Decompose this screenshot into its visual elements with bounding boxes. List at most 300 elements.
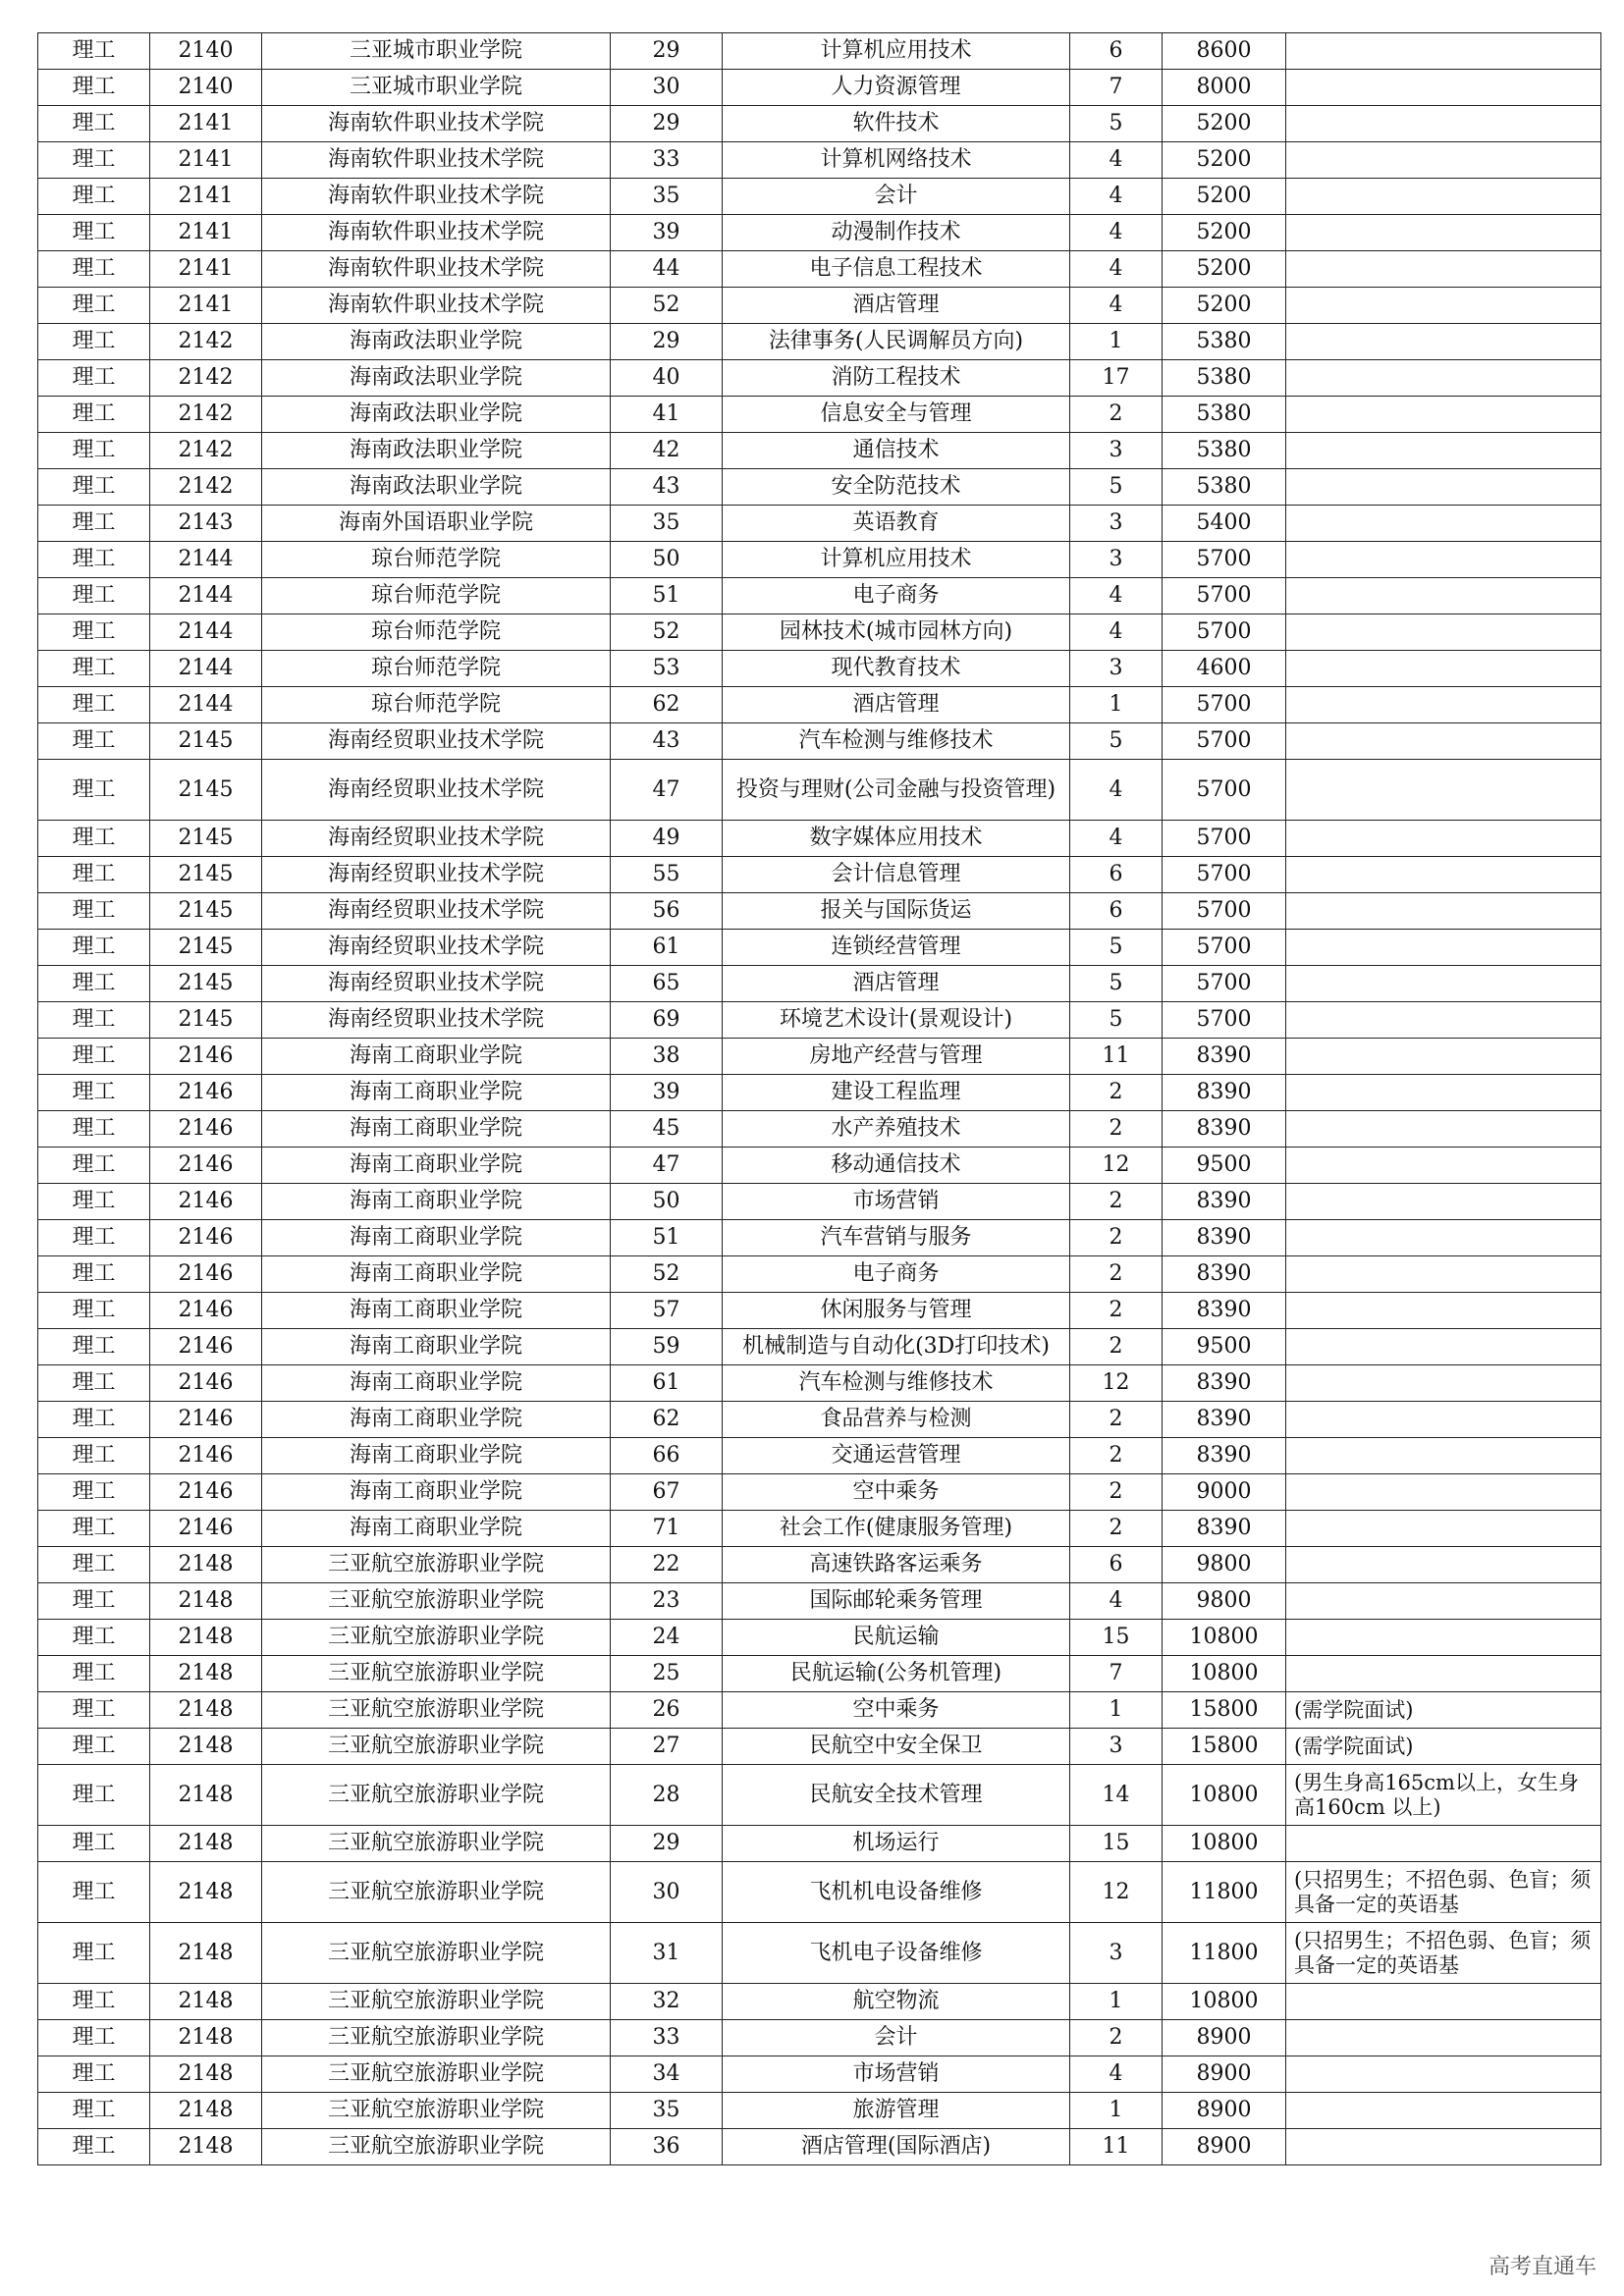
category-cell: 理工 (38, 251, 150, 288)
major-code-cell: 38 (611, 1039, 723, 1075)
major-name-cell: 连锁经营管理 (723, 930, 1070, 966)
school-name-cell: 三亚航空旅游职业学院 (262, 2093, 611, 2129)
major-name-cell: 园林技术(城市园林方向) (723, 614, 1070, 651)
category-cell: 理工 (38, 1984, 150, 2020)
table-row (38, 542, 1601, 578)
note-cell (1286, 469, 1601, 506)
table-row (38, 1474, 1601, 1511)
table-row (38, 1293, 1601, 1329)
plan-count-cell: 2 (1070, 1438, 1163, 1474)
tuition-cell: 5700 (1163, 1002, 1286, 1039)
table-row (38, 1039, 1601, 1075)
note-cell (1286, 1148, 1601, 1184)
major-code-cell: 50 (611, 1184, 723, 1220)
major-name-cell: 报关与国际货运 (723, 893, 1070, 930)
category-cell: 理工 (38, 1329, 150, 1365)
school-code-cell: 2146 (150, 1256, 262, 1293)
note-cell (1286, 433, 1601, 469)
category-cell: 理工 (38, 324, 150, 360)
tuition-cell: 9000 (1163, 1474, 1286, 1511)
tuition-cell: 8390 (1163, 1075, 1286, 1111)
major-code-cell: 44 (611, 251, 723, 288)
note-cell (1286, 857, 1601, 893)
school-code-cell: 2148 (150, 2056, 262, 2093)
school-code-cell: 2148 (150, 1547, 262, 1583)
school-code-cell: 2148 (150, 1620, 262, 1656)
school-code-cell: 2148 (150, 2093, 262, 2129)
category-cell: 理工 (38, 1729, 150, 1765)
school-code-cell: 2145 (150, 893, 262, 930)
major-name-cell: 移动通信技术 (723, 1148, 1070, 1184)
tuition-cell: 8390 (1163, 1402, 1286, 1438)
major-code-cell: 61 (611, 930, 723, 966)
school-code-cell: 2148 (150, 1729, 262, 1765)
school-name-cell: 三亚航空旅游职业学院 (262, 1656, 611, 1692)
category-cell: 理工 (38, 1547, 150, 1583)
tuition-cell: 5200 (1163, 215, 1286, 251)
major-code-cell: 65 (611, 966, 723, 1002)
major-code-cell: 35 (611, 506, 723, 542)
tuition-cell: 5700 (1163, 723, 1286, 760)
major-name-cell: 旅游管理 (723, 2093, 1070, 2129)
school-code-cell: 2141 (150, 179, 262, 215)
tuition-cell: 11800 (1163, 1923, 1286, 1984)
school-name-cell: 海南经贸职业技术学院 (262, 821, 611, 857)
category-cell: 理工 (38, 106, 150, 142)
major-code-cell: 29 (611, 1826, 723, 1862)
category-cell: 理工 (38, 1826, 150, 1862)
plan-count-cell: 1 (1070, 1692, 1163, 1729)
school-name-cell: 三亚航空旅游职业学院 (262, 1765, 611, 1826)
tuition-cell: 15800 (1163, 1692, 1286, 1729)
category-cell: 理工 (38, 1075, 150, 1111)
category-cell: 理工 (38, 893, 150, 930)
plan-count-cell: 7 (1070, 70, 1163, 106)
tuition-cell: 8390 (1163, 1293, 1286, 1329)
school-name-cell: 海南软件职业技术学院 (262, 142, 611, 179)
major-code-cell: 36 (611, 2129, 723, 2165)
tuition-cell: 8900 (1163, 2020, 1286, 2056)
note-cell (1286, 1984, 1601, 2020)
table-row (38, 506, 1601, 542)
plan-count-cell: 5 (1070, 1002, 1163, 1039)
school-code-cell: 2148 (150, 1862, 262, 1923)
note-cell (1286, 142, 1601, 179)
note-cell (1286, 578, 1601, 614)
major-name-cell: 安全防范技术 (723, 469, 1070, 506)
note-cell (1286, 821, 1601, 857)
tuition-cell: 8900 (1163, 2056, 1286, 2093)
major-name-cell: 市场营销 (723, 1184, 1070, 1220)
school-name-cell: 海南软件职业技术学院 (262, 288, 611, 324)
category-cell: 理工 (38, 542, 150, 578)
note-cell (1286, 687, 1601, 723)
major-name-cell: 现代教育技术 (723, 651, 1070, 687)
school-code-cell: 2144 (150, 542, 262, 578)
plan-count-cell: 2 (1070, 1220, 1163, 1256)
plan-count-cell: 2 (1070, 1075, 1163, 1111)
tuition-cell: 8600 (1163, 33, 1286, 70)
category-cell: 理工 (38, 1923, 150, 1984)
category-cell: 理工 (38, 288, 150, 324)
school-name-cell: 三亚航空旅游职业学院 (262, 2129, 611, 2165)
table-row (38, 2020, 1601, 2056)
plan-count-cell: 3 (1070, 433, 1163, 469)
school-name-cell: 海南工商职业学院 (262, 1511, 611, 1547)
school-code-cell: 2142 (150, 397, 262, 433)
table-body (38, 33, 1601, 2165)
category-cell: 理工 (38, 1220, 150, 1256)
table-row (38, 360, 1601, 397)
table-row (38, 2129, 1601, 2165)
note-cell (1286, 2129, 1601, 2165)
note-cell (1286, 1365, 1601, 1402)
note-cell (1286, 1329, 1601, 1365)
watermark: 高考直通车 (1488, 2255, 1597, 2279)
plan-count-cell: 4 (1070, 288, 1163, 324)
tuition-cell: 5700 (1163, 893, 1286, 930)
tuition-cell: 8390 (1163, 1365, 1286, 1402)
note-cell (1286, 215, 1601, 251)
major-code-cell: 42 (611, 433, 723, 469)
category-cell: 理工 (38, 2020, 150, 2056)
tuition-cell: 8390 (1163, 1220, 1286, 1256)
note-cell (1286, 251, 1601, 288)
school-code-cell: 2146 (150, 1329, 262, 1365)
school-name-cell: 海南经贸职业技术学院 (262, 930, 611, 966)
note-cell (1286, 1184, 1601, 1220)
note-cell (1286, 1511, 1601, 1547)
table-row (38, 469, 1601, 506)
plan-count-cell: 2 (1070, 397, 1163, 433)
school-code-cell: 2142 (150, 360, 262, 397)
note-cell (1286, 614, 1601, 651)
school-name-cell: 海南经贸职业技术学院 (262, 723, 611, 760)
category-cell: 理工 (38, 1148, 150, 1184)
table-row (38, 324, 1601, 360)
major-name-cell: 计算机应用技术 (723, 33, 1070, 70)
school-name-cell: 海南经贸职业技术学院 (262, 893, 611, 930)
note-cell (1286, 1620, 1601, 1656)
school-code-cell: 2142 (150, 324, 262, 360)
table-row (38, 1075, 1601, 1111)
note-cell: (男生身高165cm以上，女生身高160cm 以上) (1286, 1765, 1601, 1826)
school-name-cell: 三亚航空旅游职业学院 (262, 1692, 611, 1729)
plan-count-cell: 4 (1070, 215, 1163, 251)
table-row (38, 1329, 1601, 1365)
tuition-cell: 9800 (1163, 1547, 1286, 1583)
major-code-cell: 39 (611, 215, 723, 251)
table-row (38, 760, 1601, 821)
school-code-cell: 2141 (150, 251, 262, 288)
tuition-cell: 5700 (1163, 687, 1286, 723)
plan-count-cell: 4 (1070, 2056, 1163, 2093)
school-code-cell: 2148 (150, 1656, 262, 1692)
school-name-cell: 琼台师范学院 (262, 614, 611, 651)
tuition-cell: 8900 (1163, 2129, 1286, 2165)
category-cell: 理工 (38, 614, 150, 651)
major-code-cell: 56 (611, 893, 723, 930)
tuition-cell: 8390 (1163, 1438, 1286, 1474)
category-cell: 理工 (38, 1002, 150, 1039)
plan-count-cell: 7 (1070, 1656, 1163, 1692)
major-code-cell: 47 (611, 1148, 723, 1184)
table-row (38, 857, 1601, 893)
category-cell: 理工 (38, 1402, 150, 1438)
table-row (38, 251, 1601, 288)
school-code-cell: 2146 (150, 1111, 262, 1148)
plan-count-cell: 2 (1070, 1329, 1163, 1365)
school-code-cell: 2146 (150, 1075, 262, 1111)
major-code-cell: 24 (611, 1620, 723, 1656)
school-name-cell: 海南软件职业技术学院 (262, 106, 611, 142)
school-name-cell: 海南工商职业学院 (262, 1365, 611, 1402)
school-name-cell: 三亚航空旅游职业学院 (262, 1729, 611, 1765)
major-code-cell: 59 (611, 1329, 723, 1365)
major-code-cell: 45 (611, 1111, 723, 1148)
major-name-cell: 电子信息工程技术 (723, 251, 1070, 288)
plan-count-cell: 4 (1070, 179, 1163, 215)
tuition-cell: 15800 (1163, 1729, 1286, 1765)
school-code-cell: 2146 (150, 1511, 262, 1547)
school-name-cell: 海南工商职业学院 (262, 1402, 611, 1438)
school-code-cell: 2146 (150, 1365, 262, 1402)
major-name-cell: 机械制造与自动化(3D打印技术) (723, 1329, 1070, 1365)
plan-count-cell: 12 (1070, 1365, 1163, 1402)
note-cell (1286, 2056, 1601, 2093)
table-row (38, 1256, 1601, 1293)
major-name-cell: 航空物流 (723, 1984, 1070, 2020)
category-cell: 理工 (38, 179, 150, 215)
major-name-cell: 酒店管理 (723, 288, 1070, 324)
note-cell: (需学院面试) (1286, 1692, 1601, 1729)
note-cell (1286, 723, 1601, 760)
major-code-cell: 52 (611, 1256, 723, 1293)
plan-count-cell: 12 (1070, 1148, 1163, 1184)
category-cell: 理工 (38, 1862, 150, 1923)
school-code-cell: 2145 (150, 821, 262, 857)
category-cell: 理工 (38, 469, 150, 506)
category-cell: 理工 (38, 1583, 150, 1620)
school-name-cell: 海南工商职业学院 (262, 1293, 611, 1329)
major-code-cell: 33 (611, 2020, 723, 2056)
note-cell (1286, 1293, 1601, 1329)
plan-count-cell: 5 (1070, 723, 1163, 760)
note-cell (1286, 1075, 1601, 1111)
school-code-cell: 2146 (150, 1474, 262, 1511)
major-name-cell: 空中乘务 (723, 1474, 1070, 1511)
table-row (38, 1002, 1601, 1039)
tuition-cell: 8390 (1163, 1184, 1286, 1220)
school-name-cell: 海南工商职业学院 (262, 1329, 611, 1365)
category-cell: 理工 (38, 2056, 150, 2093)
tuition-cell: 10800 (1163, 1656, 1286, 1692)
note-cell (1286, 760, 1601, 821)
school-code-cell: 2141 (150, 288, 262, 324)
table-row (38, 893, 1601, 930)
major-name-cell: 酒店管理 (723, 966, 1070, 1002)
major-name-cell: 飞机电子设备维修 (723, 1923, 1070, 1984)
note-cell (1286, 324, 1601, 360)
tuition-cell: 5380 (1163, 397, 1286, 433)
school-name-cell: 琼台师范学院 (262, 578, 611, 614)
tuition-cell: 8000 (1163, 70, 1286, 106)
major-code-cell: 32 (611, 1984, 723, 2020)
major-name-cell: 高速铁路客运乘务 (723, 1547, 1070, 1583)
plan-count-cell: 3 (1070, 542, 1163, 578)
plan-count-cell: 3 (1070, 1729, 1163, 1765)
school-code-cell: 2146 (150, 1402, 262, 1438)
table-row (38, 1111, 1601, 1148)
table-row (38, 1402, 1601, 1438)
table-row (38, 1438, 1601, 1474)
major-name-cell: 飞机机电设备维修 (723, 1862, 1070, 1923)
major-code-cell: 40 (611, 360, 723, 397)
category-cell: 理工 (38, 1184, 150, 1220)
plan-count-cell: 4 (1070, 614, 1163, 651)
table-row (38, 1620, 1601, 1656)
school-code-cell: 2148 (150, 1692, 262, 1729)
category-cell: 理工 (38, 1039, 150, 1075)
category-cell: 理工 (38, 1365, 150, 1402)
tuition-cell: 10800 (1163, 1826, 1286, 1862)
school-name-cell: 琼台师范学院 (262, 542, 611, 578)
major-code-cell: 27 (611, 1729, 723, 1765)
tuition-cell: 5200 (1163, 251, 1286, 288)
school-name-cell: 海南政法职业学院 (262, 397, 611, 433)
major-name-cell: 酒店管理(国际酒店) (723, 2129, 1070, 2165)
tuition-cell: 5380 (1163, 433, 1286, 469)
note-cell (1286, 1220, 1601, 1256)
school-name-cell: 海南工商职业学院 (262, 1438, 611, 1474)
plan-count-cell: 2 (1070, 1184, 1163, 1220)
major-code-cell: 23 (611, 1583, 723, 1620)
note-cell (1286, 106, 1601, 142)
plan-count-cell: 5 (1070, 930, 1163, 966)
table-row (38, 179, 1601, 215)
tuition-cell: 9500 (1163, 1148, 1286, 1184)
tuition-cell: 5200 (1163, 142, 1286, 179)
table-row (38, 433, 1601, 469)
major-name-cell: 法律事务(人民调解员方向) (723, 324, 1070, 360)
school-name-cell: 海南经贸职业技术学院 (262, 857, 611, 893)
note-cell (1286, 1256, 1601, 1293)
school-code-cell: 2144 (150, 578, 262, 614)
major-code-cell: 43 (611, 723, 723, 760)
table-row (38, 1765, 1601, 1826)
plan-count-cell: 6 (1070, 33, 1163, 70)
category-cell: 理工 (38, 1765, 150, 1826)
table-row (38, 397, 1601, 433)
major-name-cell: 计算机网络技术 (723, 142, 1070, 179)
school-name-cell: 三亚航空旅游职业学院 (262, 1583, 611, 1620)
major-code-cell: 55 (611, 857, 723, 893)
major-name-cell: 汽车检测与维修技术 (723, 1365, 1070, 1402)
plan-count-cell: 2 (1070, 2020, 1163, 2056)
note-cell (1286, 1039, 1601, 1075)
category-cell: 理工 (38, 360, 150, 397)
school-code-cell: 2144 (150, 651, 262, 687)
school-name-cell: 三亚航空旅游职业学院 (262, 1862, 611, 1923)
tuition-cell: 8390 (1163, 1511, 1286, 1547)
major-name-cell: 数字媒体应用技术 (723, 821, 1070, 857)
note-cell (1286, 651, 1601, 687)
plan-count-cell: 6 (1070, 1547, 1163, 1583)
note-cell (1286, 542, 1601, 578)
school-name-cell: 海南工商职业学院 (262, 1148, 611, 1184)
school-name-cell: 海南工商职业学院 (262, 1039, 611, 1075)
major-code-cell: 31 (611, 1923, 723, 1984)
category-cell: 理工 (38, 1511, 150, 1547)
plan-count-cell: 4 (1070, 1583, 1163, 1620)
school-code-cell: 2141 (150, 106, 262, 142)
tuition-cell: 5700 (1163, 821, 1286, 857)
plan-count-cell: 2 (1070, 1402, 1163, 1438)
school-code-cell: 2140 (150, 70, 262, 106)
admissions-table (37, 32, 1601, 2165)
major-code-cell: 33 (611, 142, 723, 179)
major-code-cell: 29 (611, 324, 723, 360)
category-cell: 理工 (38, 33, 150, 70)
school-code-cell: 2142 (150, 469, 262, 506)
school-name-cell: 海南工商职业学院 (262, 1111, 611, 1148)
note-cell (1286, 2093, 1601, 2129)
table-row (38, 687, 1601, 723)
tuition-cell: 5200 (1163, 179, 1286, 215)
category-cell: 理工 (38, 506, 150, 542)
school-code-cell: 2146 (150, 1220, 262, 1256)
note-cell (1286, 1438, 1601, 1474)
table-row (38, 1656, 1601, 1692)
school-code-cell: 2145 (150, 930, 262, 966)
tuition-cell: 8390 (1163, 1256, 1286, 1293)
category-cell: 理工 (38, 397, 150, 433)
plan-count-cell: 3 (1070, 651, 1163, 687)
major-name-cell: 休闲服务与管理 (723, 1293, 1070, 1329)
major-name-cell: 软件技术 (723, 106, 1070, 142)
major-code-cell: 50 (611, 542, 723, 578)
major-code-cell: 30 (611, 1862, 723, 1923)
major-code-cell: 52 (611, 288, 723, 324)
note-cell (1286, 1474, 1601, 1511)
major-name-cell: 民航运输(公务机管理) (723, 1656, 1070, 1692)
plan-count-cell: 6 (1070, 857, 1163, 893)
school-name-cell: 海南工商职业学院 (262, 1075, 611, 1111)
school-name-cell: 海南工商职业学院 (262, 1474, 611, 1511)
plan-count-cell: 2 (1070, 1111, 1163, 1148)
note-cell (1286, 1111, 1601, 1148)
tuition-cell: 5380 (1163, 324, 1286, 360)
table-row (38, 2056, 1601, 2093)
major-code-cell: 51 (611, 1220, 723, 1256)
plan-count-cell: 3 (1070, 506, 1163, 542)
tuition-cell: 8390 (1163, 1039, 1286, 1075)
category-cell: 理工 (38, 760, 150, 821)
school-name-cell: 三亚航空旅游职业学院 (262, 2056, 611, 2093)
plan-count-cell: 12 (1070, 1862, 1163, 1923)
table-row (38, 1220, 1601, 1256)
major-code-cell: 49 (611, 821, 723, 857)
plan-count-cell: 4 (1070, 760, 1163, 821)
major-name-cell: 电子商务 (723, 578, 1070, 614)
school-name-cell: 三亚航空旅游职业学院 (262, 1826, 611, 1862)
school-code-cell: 2144 (150, 687, 262, 723)
major-name-cell: 动漫制作技术 (723, 215, 1070, 251)
category-cell: 理工 (38, 930, 150, 966)
school-code-cell: 2145 (150, 966, 262, 1002)
major-name-cell: 环境艺术设计(景观设计) (723, 1002, 1070, 1039)
plan-count-cell: 1 (1070, 324, 1163, 360)
